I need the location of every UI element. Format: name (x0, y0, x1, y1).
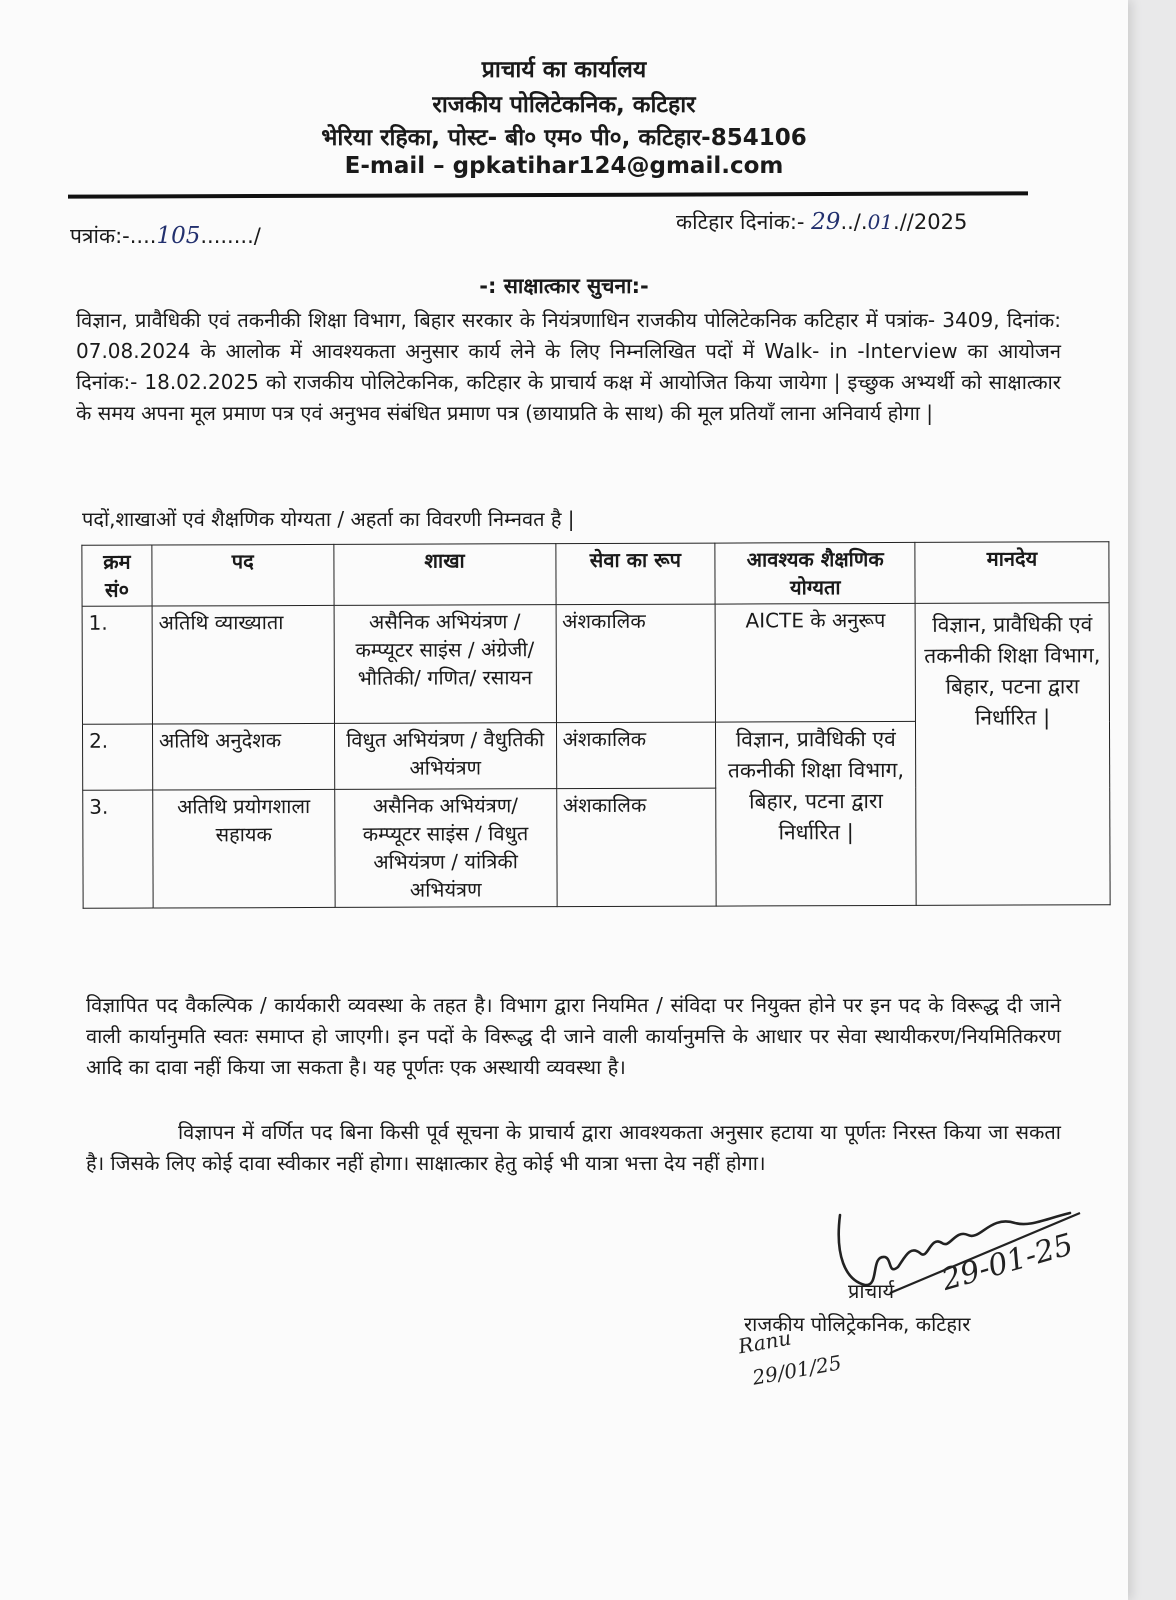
row-service: अंशकालिक (556, 722, 716, 789)
header-branch: शाखा (334, 544, 556, 606)
office-title: प्राचार्य का कार्यालय (481, 57, 647, 83)
institution-name: राजकीय पोलिटेकनिक, कटिहार (432, 92, 696, 118)
initials-date: 29/01/25 (750, 1350, 844, 1390)
row-service: अंशकालिक (556, 788, 716, 907)
row-sno: 1. (82, 606, 152, 724)
row-sno: 3. (83, 790, 153, 908)
date-year: /2025 (906, 210, 968, 234)
row-post: अतिथि अनुदेशक (152, 723, 334, 790)
initials-name: Ranu (736, 1325, 793, 1359)
date-label: कटिहार दिनांक:- (676, 210, 805, 234)
signature-date: 29-01-25 (937, 1227, 1078, 1298)
row-post: अतिथि व्याख्याता (152, 605, 334, 724)
row-branch: विधुत अभियंत्रण / वैधुतिकी अभियंत्रण (334, 723, 556, 790)
table-header-row (82, 542, 1109, 607)
reference-date: कटिहार दिनांक:- 29../.01.//2025 (676, 209, 968, 235)
row-branch: असैनिक अभियंत्रण/ कम्प्यूटर साइंस / विधुत अभियंत्रण / यांत्रिकी अभियंत्रण (334, 789, 556, 908)
date-day: 29 (811, 209, 841, 235)
header-sno: क्रम सं० (82, 545, 152, 606)
row-post: अतिथि प्रयोगशाला सहायक (153, 789, 335, 908)
row-service: अंशकालिक (556, 604, 716, 723)
table-intro: पदों,शाखाओं एवं शैक्षणिक योग्यता / अहर्ता का विवरणी निम्नवत है | (82, 507, 575, 531)
posts-table (81, 541, 1110, 909)
header-divider (68, 191, 1028, 198)
honorarium-cell: विज्ञान, प्रावैधिकी एवं तकनीकी शिक्षा विभाग, बिहार, पटना द्वारा निर्धारित | (915, 603, 1110, 906)
table-row (82, 603, 1109, 725)
institution-email: E-mail – gpkatihar124@gmail.com (344, 153, 784, 179)
row-branch: असैनिक अभियंत्रण / कम्प्यूटर साइंस / अंग्रेजी/भौतिकी/ गणित/ रसायन (334, 605, 556, 724)
date-month: 01 (867, 210, 894, 234)
terms-paragraph-2: विज्ञापन में वर्णित पद बिना किसी पूर्व सूचना के प्राचार्य द्वारा आवश्यकता अनुसार हटाया या पूर्णतः निरस्त किया जा सकता है। जिसके लिए कोई दावा स्वीकार नहीं होगा। साक्षात्कार हेतु कोई भी यात्रा भत्ता देय नहीं होगा। (86, 1120, 1061, 1175)
institution-address: भेरिया रहिका, पोस्ट- बी० एम० पी०, कटिहार-854106 (321, 125, 807, 151)
reference-value: 105 (156, 223, 201, 249)
row-qualification: AICTE के अनुरूप (715, 603, 915, 722)
header-service: सेवा का रूप (555, 543, 715, 605)
header-qualification: आवश्यक शैक्षणिक योग्यता (715, 542, 915, 604)
reference-number: पत्रांक:-....105......../ (70, 223, 261, 249)
intro-paragraph: विज्ञान, प्रावैधिकी एवं तकनीकी शिक्षा विभाग, बिहार सरकार के नियंत्रणाधिन राजकीय पोलिटेकनिक कटिहार में पत्रांक- 3409, दिनांक: 07.08.2024 के आलोक में आवश्यकता अनुसार कार्य लेने के लिए निम्नलिखित पदों में Walk- in -Interview का आयोजन दिनांक:- 18.02.2025 को राजकीय पोलिटेकनिक, कटिहार के प्राचार्य कक्ष में आयोजित किया जायेगा | इच्छुक अभ्यर्थी को साक्षात्कार के समय अपना मूल प्रमाण पत्र एवं अनुभव संबंधित प्रमाण पत्र (छायाप्रति के साथ) की मूल प्रतियाँ लाना अनिवार्य होगा | (76, 308, 1061, 425)
reference-label: पत्रांक:- (70, 224, 130, 248)
row-qualification: विज्ञान, प्रावैधिकी एवं तकनीकी शिक्षा विभाग, बिहार, पटना द्वारा निर्धारित | (716, 721, 916, 906)
notice-title: -: साक्षात्कार सुचना:- (479, 274, 649, 298)
row-sno: 2. (82, 724, 152, 790)
designation: प्राचार्य (848, 1279, 895, 1303)
institution-footer: राजकीय पोलिट्रेकनिक, कटिहार (744, 1312, 971, 1336)
terms-paragraph-1: विज्ञापित पद वैकल्पिक / कार्यकारी व्यवस्था के तहत है। विभाग द्वारा नियमित / संविदा पर नियुक्त होने पर इन पद के विरूद्ध दी जाने वाली कार्यानुमति स्वतः समाप्त हो जाएगी। इन पदों के विरूद्ध दी जाने वाली कार्यानुमत्ति के आधार पर सेवा स्थायीकरण/नियमितिकरण आदि का दावा नहीं किया जा सकता है। यह पूर्णतः एक अस्थायी व्यवस्था है। (86, 993, 1061, 1079)
header-honorarium: मानदेय (915, 542, 1109, 604)
header-post: पद (152, 544, 334, 606)
